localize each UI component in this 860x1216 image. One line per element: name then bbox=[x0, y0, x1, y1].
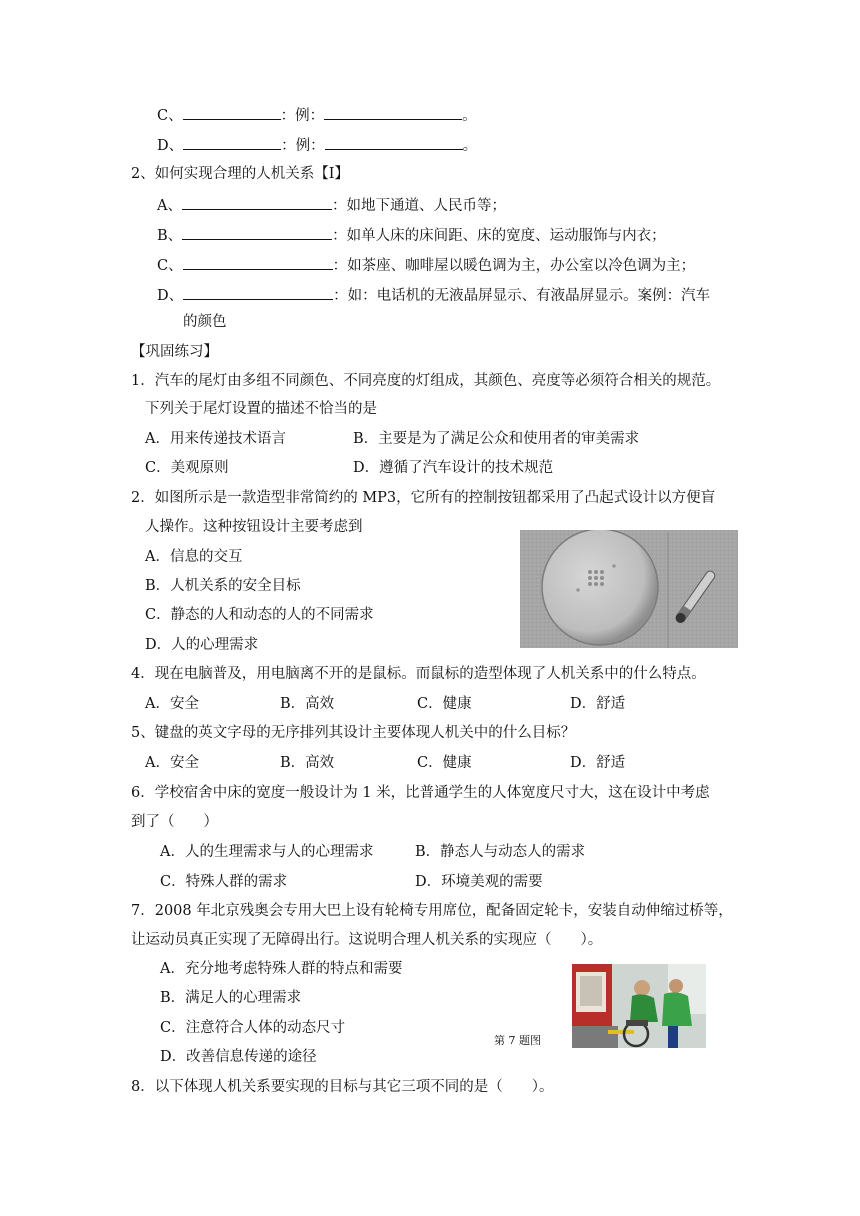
blank-field bbox=[183, 134, 281, 150]
q2-item-b bbox=[157, 224, 666, 246]
line-end: 。 bbox=[462, 108, 477, 124]
blank-field bbox=[183, 284, 333, 300]
p1-option-d: D．遵循了汽车设计的技术规范 bbox=[353, 460, 554, 476]
p2-stem-line2: 人操作。这种按钮设计主要考虑到 bbox=[145, 519, 363, 535]
item-text: ：如茶座、咖啡屋以暖色调为主，办公室以冷色调为主； bbox=[332, 258, 696, 274]
q2-item-d bbox=[157, 284, 710, 306]
p6-option-c: C．特殊人群的需求 bbox=[160, 874, 288, 890]
p2-option-d: D．人的心理需求 bbox=[145, 637, 259, 653]
q2-item-c bbox=[157, 254, 695, 276]
p7-option-a: A．充分地考虑特殊人群的特点和需要 bbox=[160, 961, 403, 977]
option-prefix: D、 bbox=[157, 138, 184, 154]
blank-field bbox=[325, 134, 463, 150]
blank-field bbox=[182, 224, 332, 240]
blank-field bbox=[324, 104, 462, 120]
p2-option-b: B．人机关系的安全目标 bbox=[145, 578, 301, 594]
p6-stem-line1: 6．学校宿舍中床的宽度一般设计为 1 米，比普通学生的人体宽度尺寸大，这在设计中考虑 bbox=[131, 785, 710, 801]
p7-option-d: D．改善信息传递的途径 bbox=[160, 1049, 317, 1065]
option-prefix: C、 bbox=[157, 108, 183, 124]
option-prefix: A、 bbox=[157, 198, 182, 214]
example-label: ：例： bbox=[281, 138, 325, 154]
p5-option-c: C．健康 bbox=[417, 755, 472, 771]
mp3-illustration bbox=[520, 530, 738, 648]
blank-field bbox=[183, 254, 333, 270]
fill-line-d bbox=[157, 134, 477, 156]
q2-item-d-continued: 的颜色 bbox=[183, 314, 227, 330]
question-2-title: 2、如何实现合理的人机关系【I】 bbox=[131, 166, 349, 182]
line-end: 。 bbox=[462, 138, 478, 154]
p4-option-a: A．安全 bbox=[145, 696, 199, 712]
mp3-photo bbox=[520, 530, 738, 648]
p6-option-b: B．静态人与动态人的需求 bbox=[415, 844, 586, 860]
option-prefix: C、 bbox=[157, 258, 183, 274]
q2-item-a bbox=[157, 194, 506, 216]
p5-option-a: A．安全 bbox=[145, 755, 199, 771]
p4-stem: 4．现在电脑普及，用电脑离不开的是鼠标。而鼠标的造型体现了人机关系中的什么特点。 bbox=[131, 666, 706, 682]
p2-option-a: A．信息的交互 bbox=[145, 549, 243, 565]
p7-stem-line1: 7．2008 年北京残奥会专用大巴上设有轮椅专用席位，配备固定轮卡，安装自动伸缩过桥等， bbox=[131, 903, 733, 919]
p5-option-b: B．高效 bbox=[280, 755, 335, 771]
p4-option-d: D．舒适 bbox=[570, 696, 626, 712]
p6-option-d: D．环境美观的需要 bbox=[415, 874, 543, 890]
p5-option-d: D．舒适 bbox=[570, 755, 626, 771]
p4-option-b: B．高效 bbox=[280, 696, 335, 712]
p1-stem-line2: 下列关于尾灯设置的描述不恰当的是 bbox=[145, 401, 377, 417]
item-text: ：如：电话机的无液晶屏显示、有液晶屏显示。案例：汽车 bbox=[333, 288, 711, 304]
p1-option-c: C．美观原则 bbox=[145, 460, 229, 476]
p7-option-b: B．满足人的心理需求 bbox=[160, 990, 302, 1006]
p2-stem-line1: 2．如图所示是一款造型非常简约的 MP3，它所有的控制按钮都采用了凸起式设计以方便盲 bbox=[131, 490, 716, 506]
p2-option-c: C．静态的人和动态的人的不同需求 bbox=[145, 607, 374, 623]
fill-line-c bbox=[157, 104, 477, 126]
p5-stem: 5、键盘的英文字母的无序排列其设计主要体现人机关中的什么目标？ bbox=[131, 725, 576, 741]
p4-option-c: C．健康 bbox=[417, 696, 472, 712]
p7-option-c: C．注意符合人体的动态尺寸 bbox=[160, 1020, 346, 1036]
p6-stem-line2: 到了（ ） bbox=[131, 814, 218, 830]
p1-option-b: B．主要是为了满足公众和使用者的审美需求 bbox=[353, 431, 640, 447]
figure-caption: 第 7 题图 bbox=[494, 1034, 541, 1047]
p1-stem-line1: 1．汽车的尾灯由多组不同颜色、不同亮度的灯组成，其颜色、亮度等必须符合相关的规范。 bbox=[131, 373, 721, 389]
p1-option-a: A．用来传递技术语言 bbox=[145, 431, 286, 447]
blank-field bbox=[183, 104, 281, 120]
wheelchair-illustration bbox=[572, 964, 706, 1048]
option-prefix: B、 bbox=[157, 228, 183, 244]
wheelchair-bus-photo bbox=[572, 964, 706, 1048]
p6-option-a: A．人的生理需求与人的心理需求 bbox=[160, 844, 374, 860]
practice-heading: 【巩固练习】 bbox=[131, 344, 218, 360]
p7-stem-line2: 让运动员真正实现了无障碍出行。这说明合理人机关系的实现应（ ）。 bbox=[131, 932, 603, 948]
option-prefix: D、 bbox=[157, 288, 184, 304]
blank-field bbox=[182, 194, 332, 210]
item-text: ：如地下通道、人民币等； bbox=[331, 198, 506, 214]
example-label: ：例： bbox=[280, 108, 325, 124]
item-text: ：如单人床的床间距、床的宽度、运动服饰与内衣； bbox=[332, 228, 666, 244]
p8-stem: 8．以下体现人机关系要实现的目标与其它三项不同的是（ ）。 bbox=[131, 1079, 554, 1095]
